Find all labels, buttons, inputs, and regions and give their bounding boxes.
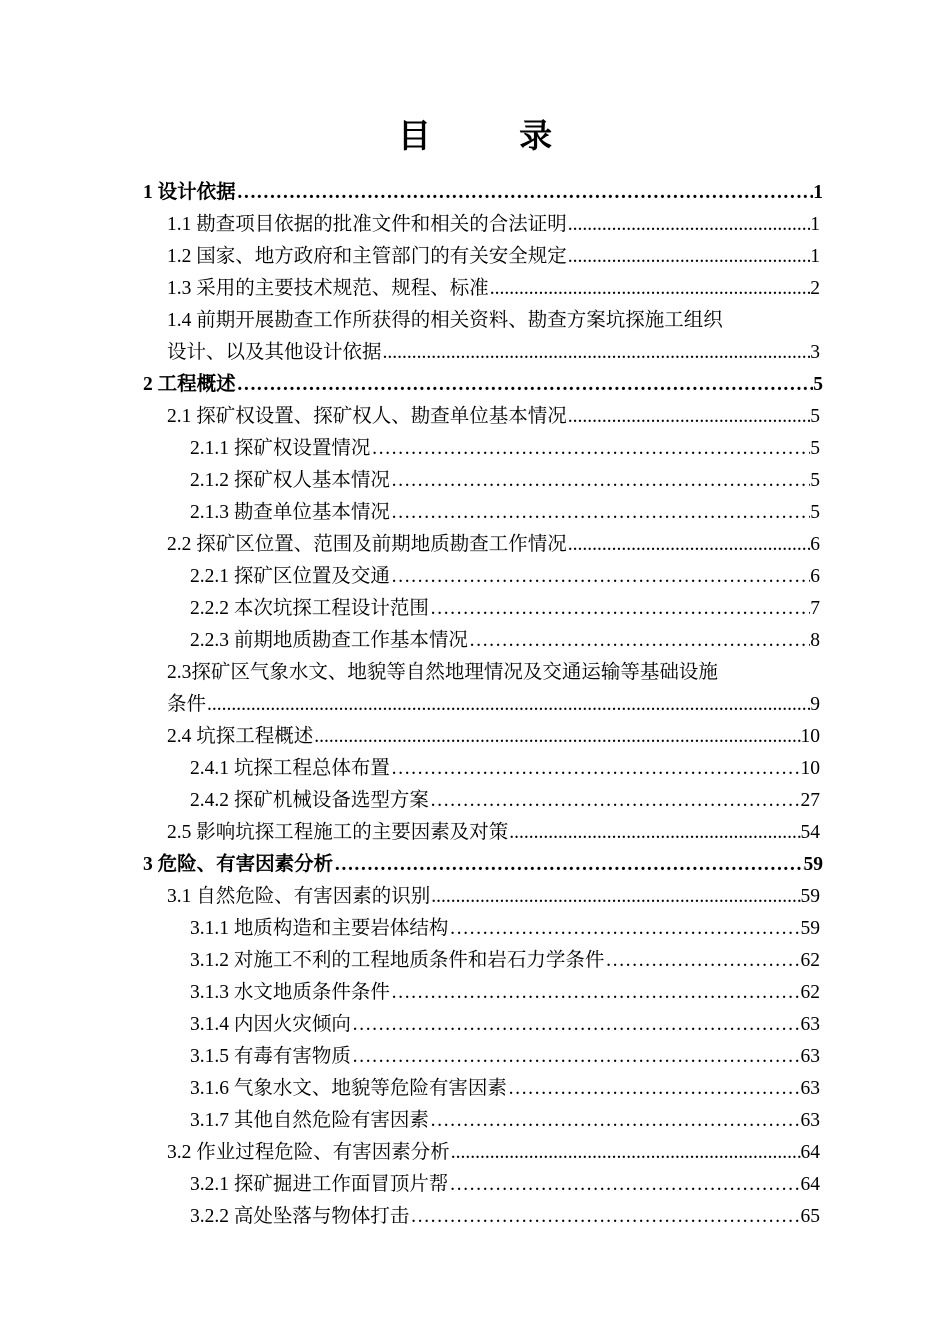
toc-entry[interactable]: 1.3 采用的主要技术规范、规程、标准 ..... 2 (167, 273, 820, 305)
leader-dots (333, 849, 803, 881)
leader-dots (390, 753, 801, 785)
toc-entry[interactable]: 3 危险、有害因素分析 …………………………………………………………………………………………………………………………………………………………………………………………………… 59 (143, 849, 823, 881)
toc-entry[interactable]: 2.4.1 坑探工程总体布置 …………………………………………………………………………………………………………………………………………………………………………………………………… 10 (190, 753, 820, 785)
toc-entry[interactable]: 2.4.2 探矿机械设备选型方案 …………………………………………………………………………………………………………………………………………………………………………………………………… 27 (190, 785, 820, 817)
toc-entry[interactable]: 3.1.3 水文地质条件条件 …………………………………………………………………………………………………………………………………………………………………………………………………… 62 (190, 977, 820, 1009)
toc-entry-line1[interactable]: 1.4 前期开展勘查工作所获得的相关资料、勘查方案坑探施工组织 (167, 310, 723, 331)
leader-dots (567, 529, 810, 561)
leader-dots (450, 1137, 801, 1169)
toc-entry-line2[interactable]: 条件 ..... 9 (167, 689, 820, 721)
leader-dots (390, 497, 810, 529)
toc-entry[interactable]: 2.4 坑探工程概述 ..... 10 (167, 721, 820, 753)
leader-dots (390, 561, 810, 593)
toc-entry-line2[interactable]: 设计、以及其他设计依据 ..... 3 (167, 337, 820, 369)
leader-dots (430, 881, 800, 913)
toc-entry-line1[interactable]: 2.3探矿区气象水文、地貌等自然地理情况及交通运输等基础设施 (167, 662, 718, 683)
leader-dots (206, 689, 810, 721)
toc-entry[interactable]: 2.1.3 勘查单位基本情况 …………………………………………………………………………………………………………………………………………………………………………………………………… 5 (190, 497, 820, 529)
toc-entry[interactable]: 3.1.5 有毒有害物质 …………………………………………………………………………………………………………………………………………………………………………………………………… 63 (190, 1041, 820, 1073)
toc-entry[interactable]: 2.2.1 探矿区位置及交通 …………………………………………………………………………………………………………………………………………………………………………………………………… 6 (190, 561, 820, 593)
toc-entry[interactable]: 2.1 探矿权设置、探矿权人、勘查单位基本情况 ..... 5 (167, 401, 820, 433)
toc-entry[interactable]: 3.1.2 对施工不利的工程地质条件和岩石力学条件 …………………………………………………………………………………………………………………………………………………………………………………………………… 62 (190, 945, 820, 977)
toc-entry[interactable]: 3.2.1 探矿掘进工作面冒顶片帮 …………………………………………………………………………………………………………………………………………………………………………………………………… 64 (190, 1169, 820, 1201)
toc-entry[interactable]: 1.1 勘查项目依据的批准文件和相关的合法证明 ..... 1 (167, 209, 820, 241)
leader-dots (489, 273, 810, 305)
toc-entry[interactable]: 2.1.1 探矿权设置情况 …………………………………………………………………………………………………………………………………………………………………………………………………… 5 (190, 433, 820, 465)
toc-entry[interactable]: 2.2.3 前期地质勘查工作基本情况 …………………………………………………………………………………………………………………………………………………………………………………………………… 8 (190, 625, 820, 657)
toc-entry[interactable]: 3.1.4 内因火灾倾向 …………………………………………………………………………………………………………………………………………………………………………………………………… 63 (190, 1009, 820, 1041)
leader-dots (448, 913, 800, 945)
toc-entry[interactable]: 2 工程概述 …………………………………………………………………………………………………………………………………………………………………………………………………… 5 (143, 369, 823, 401)
toc-entry[interactable]: 2.2.2 本次坑探工程设计范围 …………………………………………………………………………………………………………………………………………………………………………………………………… 7 (190, 593, 820, 625)
leader-dots (567, 401, 810, 433)
leader-dots (468, 625, 810, 657)
leader-dots (370, 433, 810, 465)
leader-dots (236, 369, 814, 401)
toc-entry[interactable]: 3.1.7 其他自然危险有害因素 …………………………………………………………………………………………………………………………………………………………………………………………………… 63 (190, 1105, 820, 1137)
leader-dots (351, 1009, 801, 1041)
leader-dots (507, 1073, 801, 1105)
leader-dots (313, 721, 800, 753)
leader-dots (382, 337, 811, 369)
toc-entry[interactable]: 3.1.1 地质构造和主要岩体结构 …………………………………………………………………………………………………………………………………………………………………………………………………… 59 (190, 913, 820, 945)
leader-dots (429, 785, 801, 817)
page-title: 目 录 (397, 119, 593, 155)
toc-entry[interactable]: 3.1.6 气象水文、地貌等危险有害因素 …………………………………………………………………………………………………………………………………………………………………………………………………… 63 (190, 1073, 820, 1105)
toc-entry[interactable]: 3.2 作业过程危险、有害因素分析 ..... 64 (167, 1137, 820, 1169)
toc-entry[interactable]: 1 设计依据 …………………………………………………………………………………………………………………………………………………………………………………………………… 1 (143, 177, 823, 209)
leader-dots (448, 1169, 800, 1201)
leader-dots (409, 1201, 800, 1233)
toc-entry[interactable]: 3.2.2 高处坠落与物体打击 …………………………………………………………………………………………………………………………………………………………………………………………………… 65 (190, 1201, 820, 1233)
leader-dots (351, 1041, 801, 1073)
leader-dots (390, 465, 810, 497)
toc-entry[interactable]: 2.5 影响坑探工程施工的主要因素及对策 ..... 54 (167, 817, 820, 849)
leader-dots (508, 817, 800, 849)
leader-dots (604, 945, 800, 977)
leader-dots (390, 977, 801, 1009)
toc-entry[interactable]: 3.1 自然危险、有害因素的识别 ..... 59 (167, 881, 820, 913)
toc-entry[interactable]: 1.2 国家、地方政府和主管部门的有关安全规定 ..... 1 (167, 241, 820, 273)
leader-dots (567, 241, 810, 273)
leader-dots (429, 1105, 801, 1137)
leader-dots (567, 209, 810, 241)
toc-entry[interactable]: 2.2 探矿区位置、范围及前期地质勘查工作情况 ..... 6 (167, 529, 820, 561)
leader-dots (429, 593, 810, 625)
leader-dots (236, 177, 814, 209)
toc-entry[interactable]: 2.1.2 探矿权人基本情况 …………………………………………………………………………………………………………………………………………………………………………………………………… 5 (190, 465, 820, 497)
